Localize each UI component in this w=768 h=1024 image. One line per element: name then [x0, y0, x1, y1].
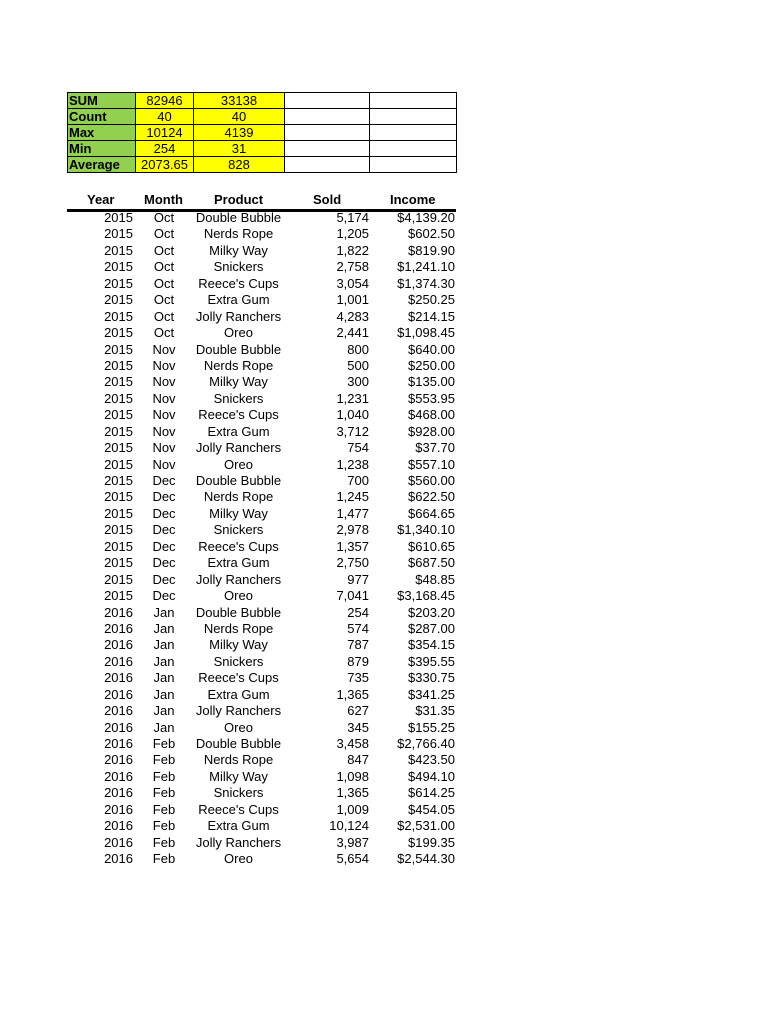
cell-income[interactable]: $622.50: [408, 489, 455, 505]
cell-month[interactable]: Feb: [152, 752, 176, 768]
cell-income[interactable]: $203.20: [408, 604, 455, 620]
cell-income[interactable]: $494.10: [408, 768, 455, 784]
cell-income[interactable]: $1,241.10: [397, 259, 455, 275]
cell-income[interactable]: $250.25: [408, 292, 455, 308]
cell-product[interactable]: Reece's Cups: [198, 538, 279, 554]
cell-product[interactable]: Reece's Cups: [198, 275, 279, 291]
cell-year[interactable]: 2015: [104, 308, 133, 324]
table-row: [67, 342, 456, 358]
cell-sold[interactable]: 700: [347, 473, 369, 488]
cell-month[interactable]: Oct: [153, 242, 175, 258]
table-row: [67, 210, 456, 226]
cell-month[interactable]: Nov: [152, 440, 176, 456]
cell-year[interactable]: 2015: [104, 390, 133, 406]
cell-product[interactable]: Extra Gum: [207, 292, 270, 308]
cell-sold[interactable]: 2,750: [336, 555, 369, 571]
table-row: [67, 506, 456, 522]
cell-year[interactable]: 2016: [104, 851, 133, 867]
cell-product[interactable]: Double Bubble: [195, 210, 282, 225]
cell-product[interactable]: Nerds Rope: [203, 752, 274, 768]
empty-cell[interactable]: [285, 157, 370, 173]
table-row: [67, 736, 456, 752]
cell-month[interactable]: Dec: [152, 571, 176, 587]
cell-year[interactable]: 2015: [104, 275, 133, 291]
cell-year[interactable]: 2015: [104, 505, 133, 521]
summary-value-cell[interactable]: 4139: [194, 125, 285, 141]
cell-sold[interactable]: 3,054: [336, 275, 369, 291]
cell-year[interactable]: 2015: [104, 226, 133, 242]
table-row: [67, 851, 456, 867]
cell-sold[interactable]: 754: [347, 440, 369, 456]
table-row: [67, 276, 456, 292]
cell-income[interactable]: $1,340.10: [397, 522, 455, 538]
cell-year[interactable]: 2015: [104, 292, 133, 308]
cell-month[interactable]: Oct: [153, 325, 175, 341]
cell-income[interactable]: $354.15: [408, 637, 455, 653]
cell-year[interactable]: 2016: [104, 653, 133, 669]
cell-sold[interactable]: 7,041: [336, 588, 369, 604]
cell-year[interactable]: 2015: [104, 440, 133, 456]
cell-income[interactable]: $199.35: [408, 834, 455, 850]
data-table-header: [67, 192, 456, 212]
cell-sold[interactable]: 1,001: [336, 292, 369, 308]
cell-product[interactable]: Nerds Rope: [203, 489, 274, 505]
summary-value-cell[interactable]: 82946: [136, 93, 194, 109]
cell-income[interactable]: $664.65: [408, 505, 455, 521]
cell-year[interactable]: 2015: [104, 341, 133, 357]
cell-income[interactable]: $155.25: [408, 719, 455, 735]
summary-label-cell[interactable]: SUM: [68, 93, 136, 109]
table-row: [67, 259, 456, 275]
cell-income[interactable]: $560.00: [408, 473, 455, 488]
cell-sold[interactable]: 1,238: [336, 456, 369, 472]
cell-income[interactable]: $640.00: [408, 341, 455, 357]
cell-year[interactable]: 2015: [104, 407, 133, 423]
table-row: [67, 522, 456, 538]
cell-product[interactable]: Double Bubble: [195, 736, 282, 751]
cell-sold[interactable]: 735: [347, 670, 369, 686]
cell-sold[interactable]: 3,712: [336, 423, 369, 439]
cell-month[interactable]: Feb: [152, 801, 176, 817]
header-year: Year: [87, 192, 115, 207]
cell-product[interactable]: Milky Way: [209, 374, 268, 390]
cell-month[interactable]: Oct: [153, 259, 175, 275]
cell-sold[interactable]: 1,231: [336, 390, 369, 406]
cell-month[interactable]: Jan: [153, 653, 175, 669]
cell-income[interactable]: $3,168.45: [397, 588, 455, 604]
table-row: [67, 309, 456, 325]
header-income: Income: [390, 192, 436, 207]
cell-income[interactable]: $423.50: [408, 752, 455, 768]
cell-product[interactable]: Double Bubble: [195, 604, 282, 620]
table-row: [67, 769, 456, 785]
summary-row: [68, 93, 457, 109]
cell-product[interactable]: Oreo: [224, 851, 253, 867]
cell-sold[interactable]: 5,654: [336, 851, 369, 867]
cell-product[interactable]: Snickers: [213, 653, 264, 669]
cell-year[interactable]: 2015: [104, 456, 133, 472]
summary-value-cell[interactable]: 31: [194, 141, 285, 157]
cell-product[interactable]: Extra Gum: [207, 423, 270, 439]
cell-month[interactable]: Oct: [153, 210, 175, 225]
table-row: [67, 440, 456, 456]
table-row: [67, 572, 456, 588]
cell-sold[interactable]: 5,174: [336, 210, 369, 225]
cell-product[interactable]: Oreo: [224, 719, 253, 735]
cell-product[interactable]: Nerds Rope: [203, 357, 274, 373]
empty-cell[interactable]: [370, 109, 457, 125]
cell-year[interactable]: 2015: [104, 374, 133, 390]
empty-cell[interactable]: [285, 141, 370, 157]
cell-sold[interactable]: 1,822: [336, 242, 369, 258]
cell-year[interactable]: 2015: [104, 588, 133, 604]
cell-month[interactable]: Feb: [152, 736, 176, 751]
table-row: [67, 752, 456, 768]
cell-sold[interactable]: 1,477: [336, 505, 369, 521]
cell-product[interactable]: Double Bubble: [195, 341, 282, 357]
cell-income[interactable]: $341.25: [408, 686, 455, 702]
summary-value-cell[interactable]: 254: [136, 141, 194, 157]
cell-product[interactable]: Snickers: [213, 785, 264, 801]
cell-income[interactable]: $48.85: [415, 571, 455, 587]
cell-year[interactable]: 2016: [104, 719, 133, 735]
cell-product[interactable]: Snickers: [213, 259, 264, 275]
cell-sold[interactable]: 2,758: [336, 259, 369, 275]
cell-month[interactable]: Dec: [152, 588, 176, 604]
table-row: [67, 374, 456, 390]
cell-income[interactable]: $819.90: [408, 242, 455, 258]
cell-product[interactable]: Milky Way: [209, 637, 268, 653]
cell-income[interactable]: $468.00: [408, 407, 455, 423]
cell-sold[interactable]: 2,441: [336, 325, 369, 341]
cell-month[interactable]: Feb: [152, 768, 176, 784]
cell-month[interactable]: Jan: [153, 703, 175, 719]
cell-income[interactable]: $610.65: [408, 538, 455, 554]
cell-income[interactable]: $602.50: [408, 226, 455, 242]
table-row: [67, 802, 456, 818]
table-row: [67, 818, 456, 834]
cell-sold[interactable]: 2,978: [336, 522, 369, 538]
cell-income[interactable]: $214.15: [408, 308, 455, 324]
cell-product[interactable]: Oreo: [224, 456, 253, 472]
summary-value-cell[interactable]: 33138: [194, 93, 285, 109]
cell-year[interactable]: 2016: [104, 752, 133, 768]
summary-label-cell[interactable]: Average: [68, 157, 136, 173]
cell-product[interactable]: Reece's Cups: [198, 407, 279, 423]
cell-sold[interactable]: 1,205: [336, 226, 369, 242]
table-row: [67, 391, 456, 407]
cell-sold[interactable]: 977: [347, 571, 369, 587]
cell-month[interactable]: Dec: [152, 555, 176, 571]
table-row: [67, 457, 456, 473]
empty-cell[interactable]: [285, 93, 370, 109]
cell-month[interactable]: Oct: [153, 275, 175, 291]
empty-cell[interactable]: [370, 141, 457, 157]
cell-sold[interactable]: 1,098: [336, 768, 369, 784]
table-row: [67, 358, 456, 374]
cell-product[interactable]: Extra Gum: [207, 686, 270, 702]
table-row: [67, 407, 456, 423]
cell-product[interactable]: Oreo: [224, 588, 253, 604]
cell-month[interactable]: Nov: [152, 456, 176, 472]
table-row: [67, 785, 456, 801]
cell-product[interactable]: Jolly Ranchers: [195, 571, 282, 587]
cell-year[interactable]: 2015: [104, 473, 133, 488]
summary-value-cell[interactable]: 40: [194, 109, 285, 125]
cell-product[interactable]: Milky Way: [209, 768, 268, 784]
cell-sold[interactable]: 1,357: [336, 538, 369, 554]
cell-product[interactable]: Jolly Ranchers: [195, 703, 282, 719]
cell-income[interactable]: $287.00: [408, 620, 455, 636]
summary-row: [68, 109, 457, 125]
table-row: [67, 605, 456, 621]
cell-sold[interactable]: 800: [347, 341, 369, 357]
cell-year[interactable]: 2016: [104, 768, 133, 784]
cell-month[interactable]: Jan: [153, 719, 175, 735]
summary-label-cell[interactable]: Max: [68, 125, 136, 141]
cell-income[interactable]: $135.00: [408, 374, 455, 390]
table-row: [67, 473, 456, 489]
cell-month[interactable]: Nov: [152, 390, 176, 406]
cell-year[interactable]: 2016: [104, 670, 133, 686]
cell-month[interactable]: Dec: [152, 489, 176, 505]
cell-product[interactable]: Milky Way: [209, 242, 268, 258]
cell-sold[interactable]: 1,365: [336, 785, 369, 801]
header-sold: Sold: [313, 192, 342, 207]
summary-value-cell[interactable]: 2073.65: [136, 157, 194, 173]
cell-product[interactable]: Oreo: [224, 325, 253, 341]
cell-year[interactable]: 2015: [104, 555, 133, 571]
table-row: [67, 555, 456, 571]
cell-sold[interactable]: 1,245: [336, 489, 369, 505]
table-row: [67, 621, 456, 637]
table-row: [67, 703, 456, 719]
cell-sold[interactable]: 787: [347, 637, 369, 653]
empty-cell[interactable]: [285, 109, 370, 125]
cell-year[interactable]: 2015: [104, 423, 133, 439]
cell-income[interactable]: $31.35: [415, 703, 455, 719]
cell-income[interactable]: $1,098.45: [397, 325, 455, 341]
cell-sold[interactable]: 300: [347, 374, 369, 390]
summary-value-cell[interactable]: 828: [194, 157, 285, 173]
summary-label-cell[interactable]: Min: [68, 141, 136, 157]
cell-year[interactable]: 2015: [104, 325, 133, 341]
cell-income[interactable]: $330.75: [408, 670, 455, 686]
cell-product[interactable]: Jolly Ranchers: [195, 308, 282, 324]
cell-product[interactable]: Reece's Cups: [198, 801, 279, 817]
table-row: [67, 670, 456, 686]
table-row: [67, 292, 456, 308]
cell-year[interactable]: 2015: [104, 538, 133, 554]
cell-sold[interactable]: 574: [347, 620, 369, 636]
cell-income[interactable]: $687.50: [408, 555, 455, 571]
cell-sold[interactable]: 254: [347, 604, 369, 620]
table-row: [67, 539, 456, 555]
header-product: Product: [214, 192, 264, 207]
cell-sold[interactable]: 3,458: [336, 736, 369, 751]
cell-sold[interactable]: 3,987: [336, 834, 369, 850]
cell-income[interactable]: $2,766.40: [397, 736, 455, 751]
cell-year[interactable]: 2015: [104, 357, 133, 373]
cell-month[interactable]: Nov: [152, 357, 176, 373]
cell-year[interactable]: 2015: [104, 571, 133, 587]
table-row: [67, 424, 456, 440]
cell-sold[interactable]: 4,283: [336, 308, 369, 324]
cell-income[interactable]: $928.00: [408, 423, 455, 439]
table-row: [67, 637, 456, 653]
cell-year[interactable]: 2015: [104, 259, 133, 275]
cell-product[interactable]: Snickers: [213, 522, 264, 538]
cell-month[interactable]: Feb: [152, 818, 176, 834]
cell-sold[interactable]: 10,124: [329, 818, 369, 834]
cell-income[interactable]: $2,531.00: [397, 818, 455, 834]
cell-year[interactable]: 2015: [104, 489, 133, 505]
table-row: [67, 720, 456, 736]
cell-sold[interactable]: 627: [347, 703, 369, 719]
table-row: [67, 325, 456, 341]
summary-row: [68, 157, 457, 173]
cell-month[interactable]: Dec: [152, 538, 176, 554]
summary-row: [68, 125, 457, 141]
data-table-body: [67, 210, 456, 868]
summary-value-cell[interactable]: 40: [136, 109, 194, 125]
cell-month[interactable]: Oct: [153, 308, 175, 324]
cell-month[interactable]: Nov: [152, 423, 176, 439]
cell-sold[interactable]: 847: [347, 752, 369, 768]
cell-year[interactable]: 2015: [104, 242, 133, 258]
cell-month[interactable]: Jan: [153, 620, 175, 636]
cell-year[interactable]: 2016: [104, 736, 133, 751]
cell-product[interactable]: Jolly Ranchers: [195, 440, 282, 456]
cell-month[interactable]: Dec: [152, 473, 176, 488]
cell-income[interactable]: $2,544.30: [397, 851, 455, 867]
cell-month[interactable]: Oct: [153, 292, 175, 308]
table-row: [67, 489, 456, 505]
cell-income[interactable]: $4,139.20: [397, 210, 455, 225]
cell-year[interactable]: 2016: [104, 818, 133, 834]
cell-product[interactable]: Extra Gum: [207, 555, 270, 571]
cell-sold[interactable]: 1,365: [336, 686, 369, 702]
cell-month[interactable]: Oct: [153, 226, 175, 242]
empty-cell[interactable]: [370, 125, 457, 141]
cell-product[interactable]: Milky Way: [209, 505, 268, 521]
cell-product[interactable]: Jolly Ranchers: [195, 834, 282, 850]
empty-cell[interactable]: [285, 125, 370, 141]
cell-income[interactable]: $1,374.30: [397, 275, 455, 291]
cell-income[interactable]: $614.25: [408, 785, 455, 801]
header-month: Month: [144, 192, 183, 207]
cell-sold[interactable]: 1,009: [336, 801, 369, 817]
cell-year[interactable]: 2016: [104, 834, 133, 850]
cell-sold[interactable]: 1,040: [336, 407, 369, 423]
cell-year[interactable]: 2016: [104, 801, 133, 817]
cell-month[interactable]: Feb: [152, 851, 176, 867]
cell-month[interactable]: Feb: [152, 785, 176, 801]
cell-year[interactable]: 2016: [104, 620, 133, 636]
summary-label-cell[interactable]: Count: [68, 109, 136, 125]
cell-income[interactable]: $557.10: [408, 456, 455, 472]
cell-year[interactable]: 2016: [104, 785, 133, 801]
table-row: [67, 654, 456, 670]
cell-income[interactable]: $553.95: [408, 390, 455, 406]
summary-row: [68, 141, 457, 157]
cell-month[interactable]: Dec: [152, 522, 176, 538]
cell-year[interactable]: 2015: [104, 522, 133, 538]
cell-year[interactable]: 2016: [104, 637, 133, 653]
table-row: [67, 687, 456, 703]
table-row: [67, 243, 456, 259]
cell-product[interactable]: Double Bubble: [195, 473, 282, 488]
cell-product[interactable]: Nerds Rope: [203, 620, 274, 636]
cell-month[interactable]: Jan: [153, 604, 175, 620]
cell-sold[interactable]: 345: [347, 719, 369, 735]
cell-month[interactable]: Dec: [152, 505, 176, 521]
cell-month[interactable]: Nov: [152, 407, 176, 423]
cell-year[interactable]: 2015: [104, 210, 133, 225]
cell-month[interactable]: Nov: [152, 374, 176, 390]
cell-sold[interactable]: 879: [347, 653, 369, 669]
cell-sold[interactable]: 500: [347, 357, 369, 373]
cell-month[interactable]: Jan: [153, 637, 175, 653]
cell-month[interactable]: Jan: [153, 670, 175, 686]
table-row: [67, 588, 456, 604]
cell-product[interactable]: Snickers: [213, 390, 264, 406]
cell-month[interactable]: Feb: [152, 834, 176, 850]
cell-month[interactable]: Jan: [153, 686, 175, 702]
cell-product[interactable]: Nerds Rope: [203, 226, 274, 242]
cell-income[interactable]: $37.70: [415, 440, 455, 456]
cell-year[interactable]: 2016: [104, 703, 133, 719]
cell-income[interactable]: $454.05: [408, 801, 455, 817]
table-row: [67, 835, 456, 851]
summary-table: [67, 92, 457, 173]
table-row: [67, 226, 456, 242]
empty-cell[interactable]: [370, 157, 457, 173]
cell-income[interactable]: $395.55: [408, 653, 455, 669]
cell-year[interactable]: 2016: [104, 604, 133, 620]
empty-cell[interactable]: [370, 93, 457, 109]
summary-value-cell[interactable]: 10124: [136, 125, 194, 141]
cell-month[interactable]: Nov: [152, 341, 176, 357]
cell-year[interactable]: 2016: [104, 686, 133, 702]
cell-product[interactable]: Reece's Cups: [198, 670, 279, 686]
cell-income[interactable]: $250.00: [408, 357, 455, 373]
cell-product[interactable]: Extra Gum: [207, 818, 270, 834]
